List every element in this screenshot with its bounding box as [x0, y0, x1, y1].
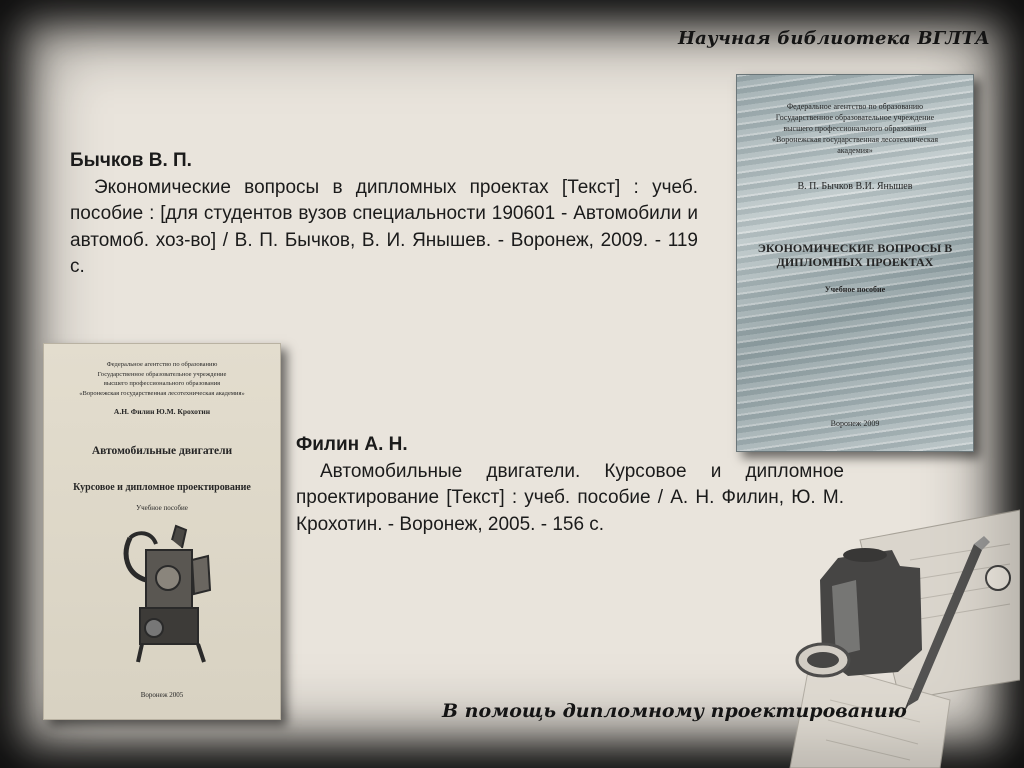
publisher-line: Государственное образовательное учреждение	[97, 370, 227, 378]
publisher-line: Федеральное агентство по образованию	[106, 361, 218, 368]
book-type: Учебное пособие	[824, 285, 886, 294]
bibliography-entry-1	[70, 148, 698, 281]
book-type: Учебное пособие	[136, 504, 188, 512]
entry-author: Бычков В. П.	[70, 150, 192, 171]
book-authors: А.Н. Филин Ю.М. Крохотин	[113, 407, 211, 416]
engine-illustration-icon	[112, 520, 222, 670]
publisher-line: высшего профессионального образования	[103, 380, 221, 387]
entry-description: Автомобильные двигатели. Курсовое и дипломное проектирование [Текст] : учеб. пособие / А. Н. Филин, Ю. М. Крохотин. - Воронеж, 2005. - 156 с.	[296, 460, 844, 535]
book-authors: В. П. Бычков В.И. Янышев	[797, 181, 913, 192]
book-publisher	[44, 360, 280, 398]
publisher-line: «Воронежская государственная лесотехническая академия»	[771, 135, 939, 155]
publisher-line: Государственное образовательное учреждение	[775, 113, 935, 122]
publisher-line: «Воронежская государственная лесотехническая академия»	[79, 389, 245, 397]
book-title: ЭКОНОМИЧЕСКИЕ ВОПРОСЫ В ДИПЛОМНЫХ ПРОЕКТАХ	[757, 241, 953, 269]
publisher-line: Федеральное агентство по образованию	[786, 102, 924, 111]
book-title: Автомобильные двигатели	[91, 445, 233, 457]
book-cover-1	[736, 74, 974, 452]
entry-description: Экономические вопросы в дипломных проектах [Текст] : учеб. пособие : [для студентов вузов специальности 190601 - Автомобили и автомоб. хоз-во] / В. П. Бычков, В. И. Янышев. - Воронеж, 2009. - 119 с.	[70, 176, 698, 277]
book-city: Воронеж 2005	[140, 691, 184, 699]
publisher-line: высшего профессионального образования	[783, 124, 927, 133]
inkwell-pen-icon	[770, 500, 1020, 768]
book-cover-2	[43, 343, 281, 720]
library-header: Научная библиотека ВГЛТА	[677, 28, 990, 49]
book-subtitle: Курсовое и дипломное проектирование	[73, 482, 251, 493]
footer-caption: В помощь дипломному проектированию	[442, 700, 907, 722]
book-city: Воронеж 2009	[830, 419, 880, 428]
entry-author: Филин А. Н.	[296, 434, 408, 455]
book-publisher	[737, 101, 973, 156]
bibliography-entry-2	[296, 432, 844, 538]
